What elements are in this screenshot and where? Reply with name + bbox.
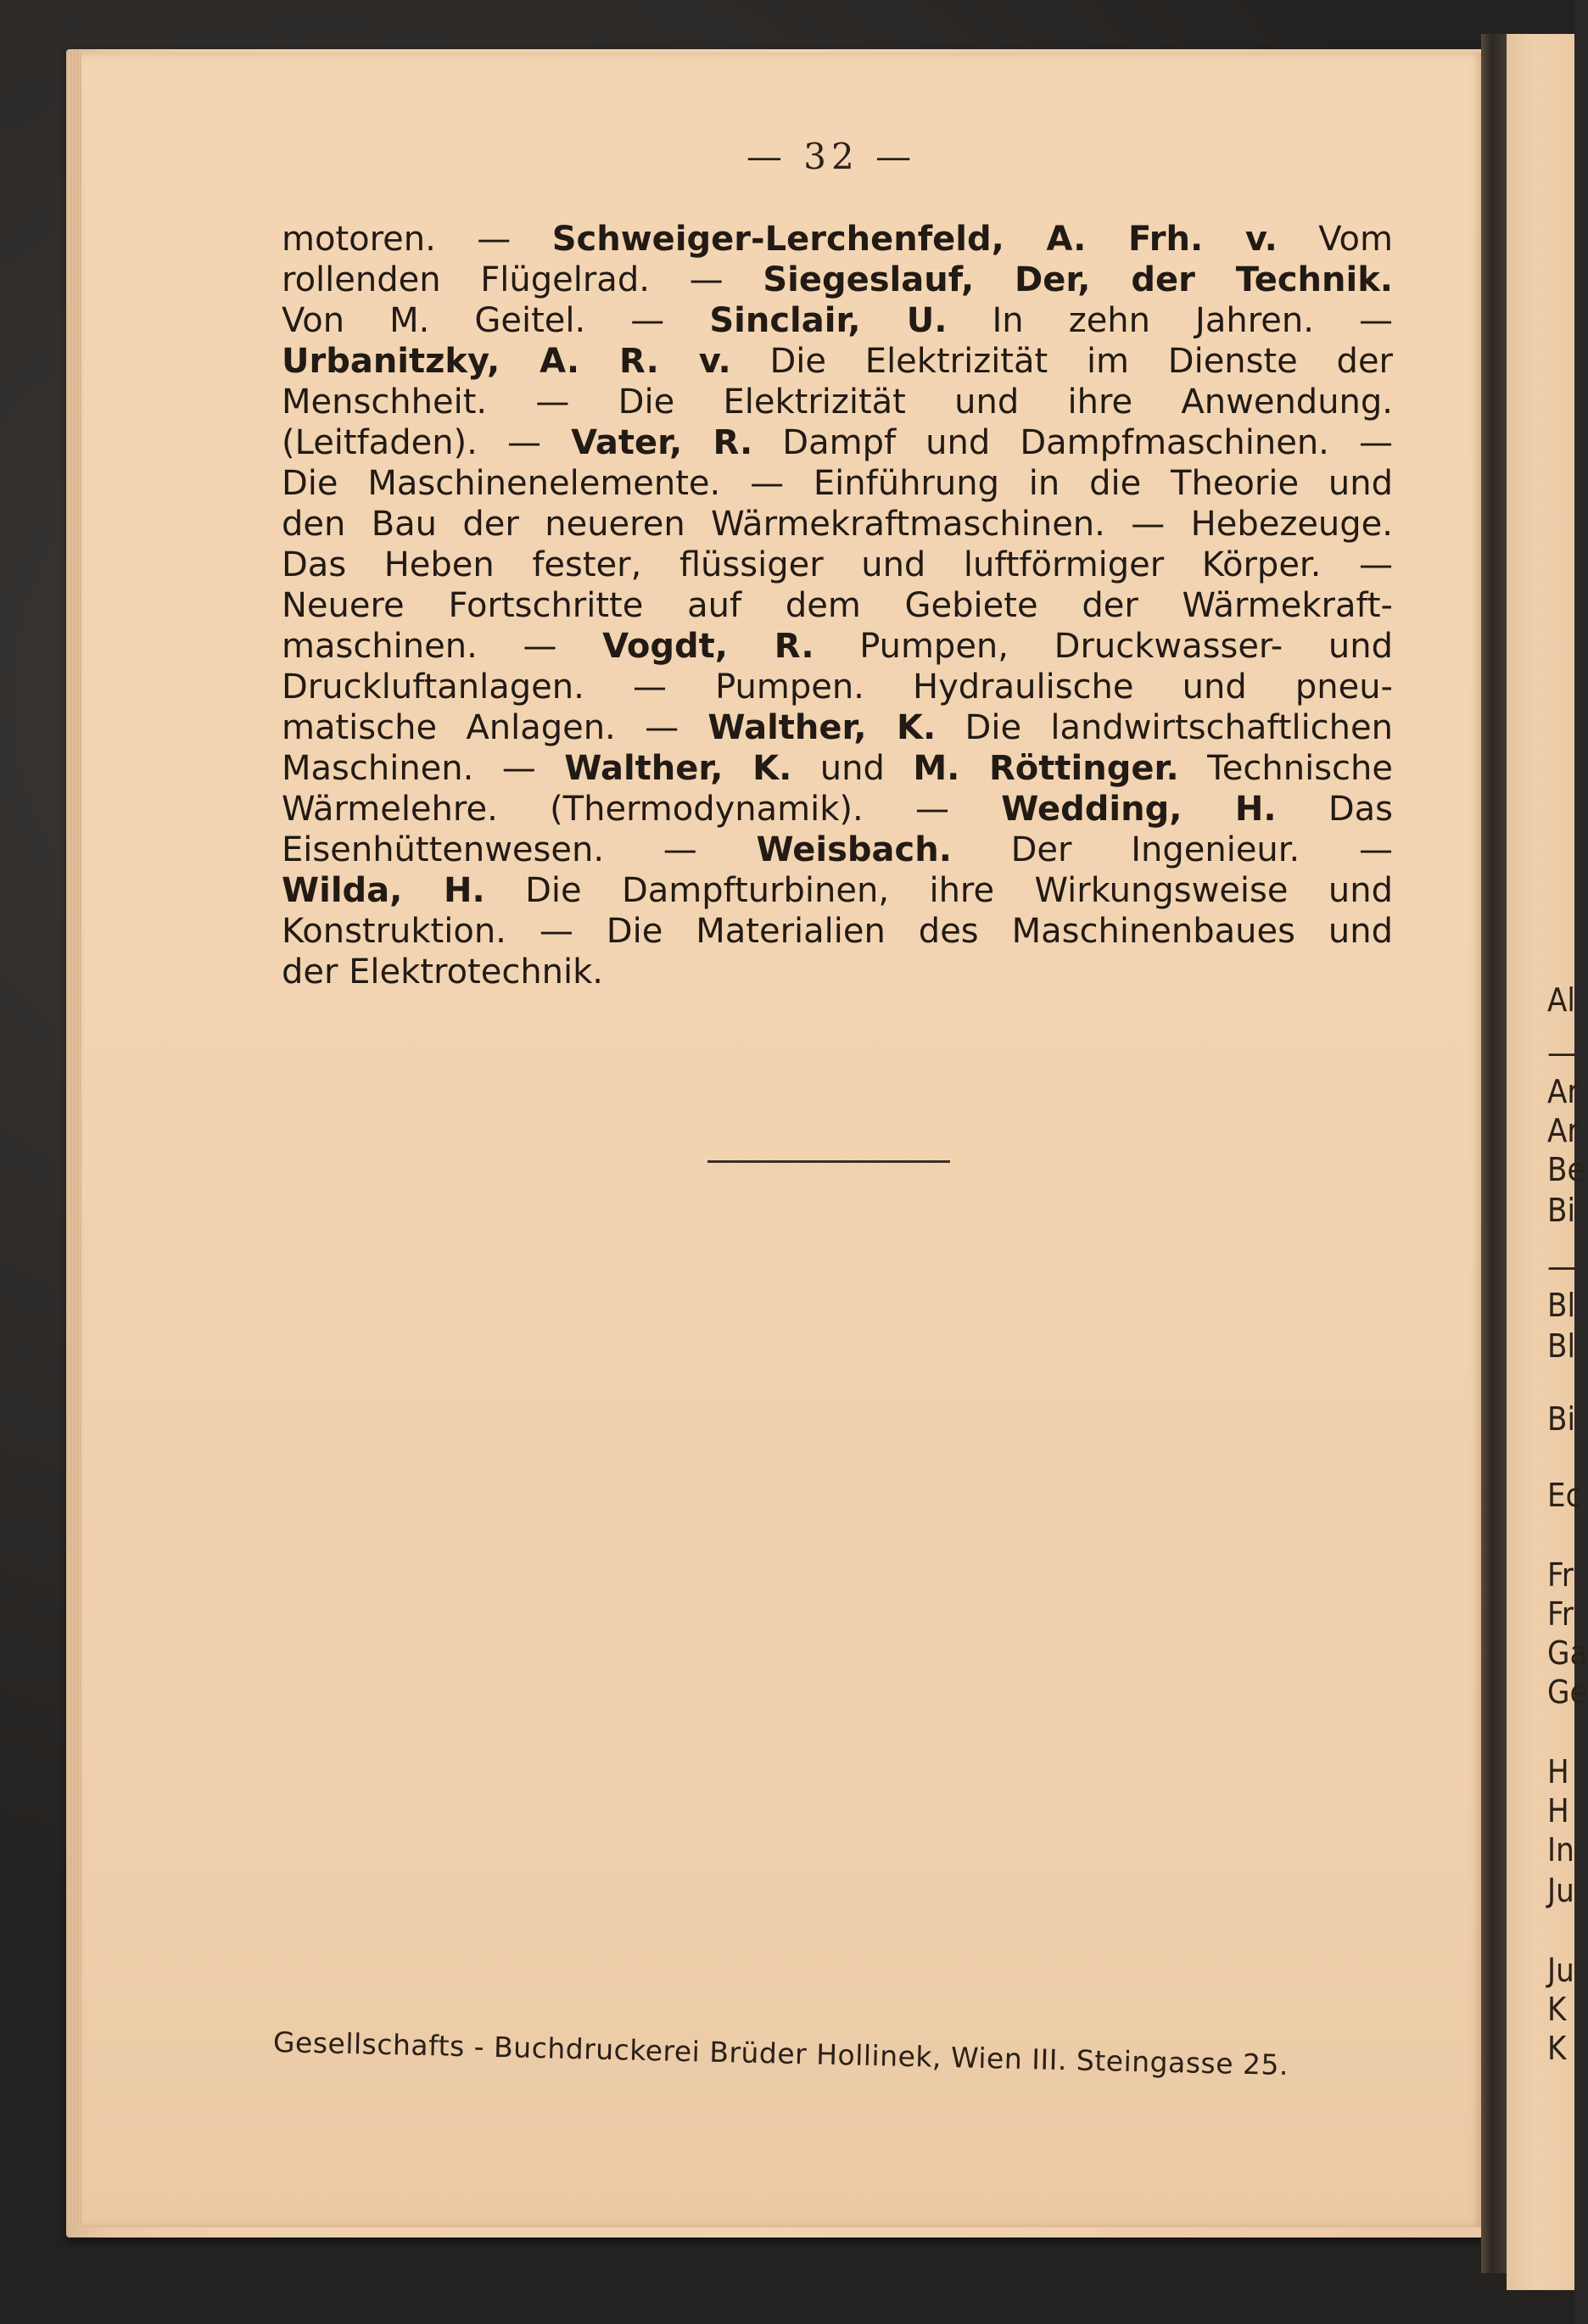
text-line <box>282 585 1393 626</box>
text-segment: der Elektrotechnik. <box>282 953 604 992</box>
text-line <box>282 626 1393 667</box>
text-segment: Die Dampfturbinen, ihre Wirkungsweise und <box>484 871 1393 910</box>
author-name: Weisbach. <box>756 830 952 869</box>
text-segment: matische Anlagen. — <box>282 708 708 747</box>
text-segment: Wärmelehre. (Thermodynamik). — <box>282 790 1002 829</box>
facing-page-fragment: Bi <box>1547 1192 1575 1229</box>
text-segment: Die Maschinenelemente. — Einführung in die Theorie und <box>282 464 1393 503</box>
facing-page-fragment: Ar <box>1547 1073 1580 1110</box>
text-segment: In zehn Jahren. — <box>947 301 1394 340</box>
text-segment: Pumpen, Druckwasser- und <box>814 627 1393 666</box>
text-line <box>282 341 1393 382</box>
author-name: Walther, K. <box>707 708 937 747</box>
text-line <box>282 219 1393 260</box>
text-segment: rollenden Flügelrad. — <box>282 260 763 299</box>
author-name: Sinclair, U. <box>709 301 948 340</box>
text-segment: Menschheit. — Die Elektrizität und ihre Anwendung. <box>282 383 1393 422</box>
book-gutter <box>1481 34 1507 2273</box>
text-line <box>282 422 1393 463</box>
text-segment: Von M. Geitel. — <box>282 301 710 340</box>
facing-page-fragment: Ju <box>1547 1952 1574 1989</box>
text-segment: Der Ingenieur. — <box>951 830 1393 869</box>
facing-page-fragment: K <box>1547 2030 1567 2067</box>
facing-page-fragment: Bl <box>1547 1327 1575 1365</box>
facing-page-fragment: Ge <box>1547 1673 1588 1711</box>
text-segment: motoren. — <box>282 220 552 259</box>
facing-page-fragment: Ju <box>1547 1872 1574 1909</box>
author-name: Vogdt, R. <box>602 627 814 666</box>
text-line <box>282 707 1393 748</box>
facing-page-fragment: Ga <box>1547 1634 1588 1672</box>
text-line <box>282 870 1393 911</box>
facing-page-fragment: Ec <box>1547 1477 1582 1514</box>
text-segment: Eisenhüttenwesen. — <box>282 830 757 869</box>
facing-page-fragment: K <box>1547 1991 1567 2028</box>
text-segment: und <box>791 749 914 788</box>
facing-page-fragment: Be <box>1547 1151 1585 1188</box>
text-segment: (Leitfaden). — <box>282 423 572 462</box>
author-name: Wilda, H. <box>282 871 485 910</box>
author-name: Urbanitzky, A. R. v. <box>282 342 731 381</box>
facing-page-fragment: Bi <box>1547 1400 1575 1438</box>
text-line <box>282 789 1393 830</box>
author-name: Siegeslauf, Der, der Technik. <box>763 260 1393 299</box>
text-line <box>282 952 1393 992</box>
body-text <box>282 219 1393 992</box>
facing-page-fragment: — <box>1547 1034 1577 1071</box>
author-name: M. Röttinger. <box>913 749 1179 788</box>
facing-page-fragment: Fr <box>1547 1595 1574 1633</box>
facing-page <box>1507 34 1588 2290</box>
facing-page-fragment: Bl <box>1547 1287 1575 1324</box>
text-line <box>282 545 1393 585</box>
printer-imprint: Gesellschafts - Buchdruckerei Brüder Hollinek, Wien III. Steingasse 25. <box>272 2025 1289 2082</box>
author-name: Walther, K. <box>564 749 792 788</box>
text-line <box>282 748 1393 789</box>
facing-page-fragment: Al <box>1547 981 1575 1019</box>
text-segment: Vom <box>1277 220 1393 259</box>
facing-page-fragment: In <box>1547 1831 1574 1869</box>
text-segment: Konstruktion. — Die Materialien des Maschinenbaues und <box>282 912 1393 951</box>
facing-page-fragment: Fr <box>1547 1556 1574 1594</box>
text-line <box>282 260 1393 300</box>
text-segment: Dampf und Dampfmaschinen. — <box>752 423 1393 462</box>
text-segment: Das <box>1276 790 1393 829</box>
text-segment: Das Heben fester, flüssiger und luftförmiger Körper. — <box>282 545 1393 584</box>
text-segment: Neuere Fortschritte auf dem Gebiete der Wärmekraft- <box>282 586 1393 625</box>
text-segment: Die landwirtschaftlichen <box>936 708 1393 747</box>
author-name: Vater, R. <box>571 423 753 462</box>
page-number: — 32 — <box>746 136 917 177</box>
text-line <box>282 830 1393 870</box>
facing-page-fragment: — <box>1547 1248 1577 1285</box>
text-segment: den Bau der neueren Wärmekraftmaschinen. — Hebezeuge. <box>282 505 1393 544</box>
text-line <box>282 300 1393 341</box>
text-segment: maschinen. — <box>282 627 603 666</box>
author-name: Wedding, H. <box>1001 790 1277 829</box>
author-name: Schweiger-Lerchenfeld, A. Frh. v. <box>551 220 1278 259</box>
text-line <box>282 911 1393 952</box>
text-segment: Maschinen. — <box>282 749 565 788</box>
text-line <box>282 463 1393 504</box>
facing-page-fragment: Ar <box>1547 1112 1580 1149</box>
text-line <box>282 382 1393 422</box>
text-line <box>282 504 1393 545</box>
text-segment: Druckluftanlagen. — Pumpen. Hydraulische und pneu- <box>282 668 1393 707</box>
section-rule <box>707 1160 950 1163</box>
text-segment: Die Elektrizität im Dienste der <box>730 342 1393 381</box>
facing-page-fragment: H <box>1547 1792 1569 1830</box>
facing-page-fragment: H <box>1547 1753 1569 1790</box>
text-line <box>282 667 1393 707</box>
text-segment: Technische <box>1178 749 1393 788</box>
